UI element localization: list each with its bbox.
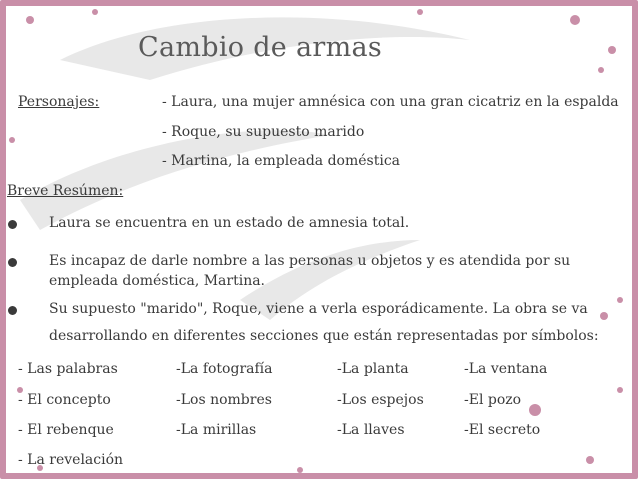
symbol-item: -Los espejos [337, 392, 424, 408]
personaje-roque: - Roque, su supuesto marido [162, 124, 365, 140]
personaje-laura: - Laura, una mujer amnésica con una gran cicatriz en la espalda [162, 94, 619, 110]
bullet-2-line-2: empleada doméstica, Martina. [49, 273, 266, 289]
symbol-item: - El rebenque [18, 422, 114, 438]
symbol-item: - La revelación [18, 452, 124, 468]
symbol-item: -La mirillas [176, 422, 257, 438]
bullet-dot [8, 220, 17, 229]
personajes-label: Personajes: [18, 94, 100, 110]
symbol-item: - Las palabras [18, 361, 118, 377]
symbol-item: -La fotografía [176, 361, 273, 377]
bullet-2-line-1: Es incapaz de darle nombre a las personas u objetos y es atendida por su [49, 253, 571, 269]
bullet-3-line-1: Su supuesto "marido", Roque, viene a verla esporádicamente. La obra se va [49, 301, 588, 317]
symbol-item: - El concepto [18, 392, 111, 408]
symbol-item: -El pozo [464, 392, 522, 408]
symbol-item: -La ventana [464, 361, 548, 377]
resumen-label: Breve Resúmen: [7, 183, 124, 199]
symbol-item: -Los nombres [176, 392, 272, 408]
bullet-1-line-1: Laura se encuentra en un estado de amnesia total. [49, 215, 410, 231]
symbol-item: -La planta [337, 361, 409, 377]
bullet-3-line-2: desarrollando en diferentes secciones que están representadas por símbolos: [49, 328, 599, 344]
slide-title: Cambio de armas [138, 32, 383, 63]
symbol-item: -La llaves [337, 422, 405, 438]
bullet-dot [8, 306, 17, 315]
personaje-martina: - Martina, la empleada doméstica [162, 153, 401, 169]
bullet-dot [8, 258, 17, 267]
symbol-item: -El secreto [464, 422, 541, 438]
